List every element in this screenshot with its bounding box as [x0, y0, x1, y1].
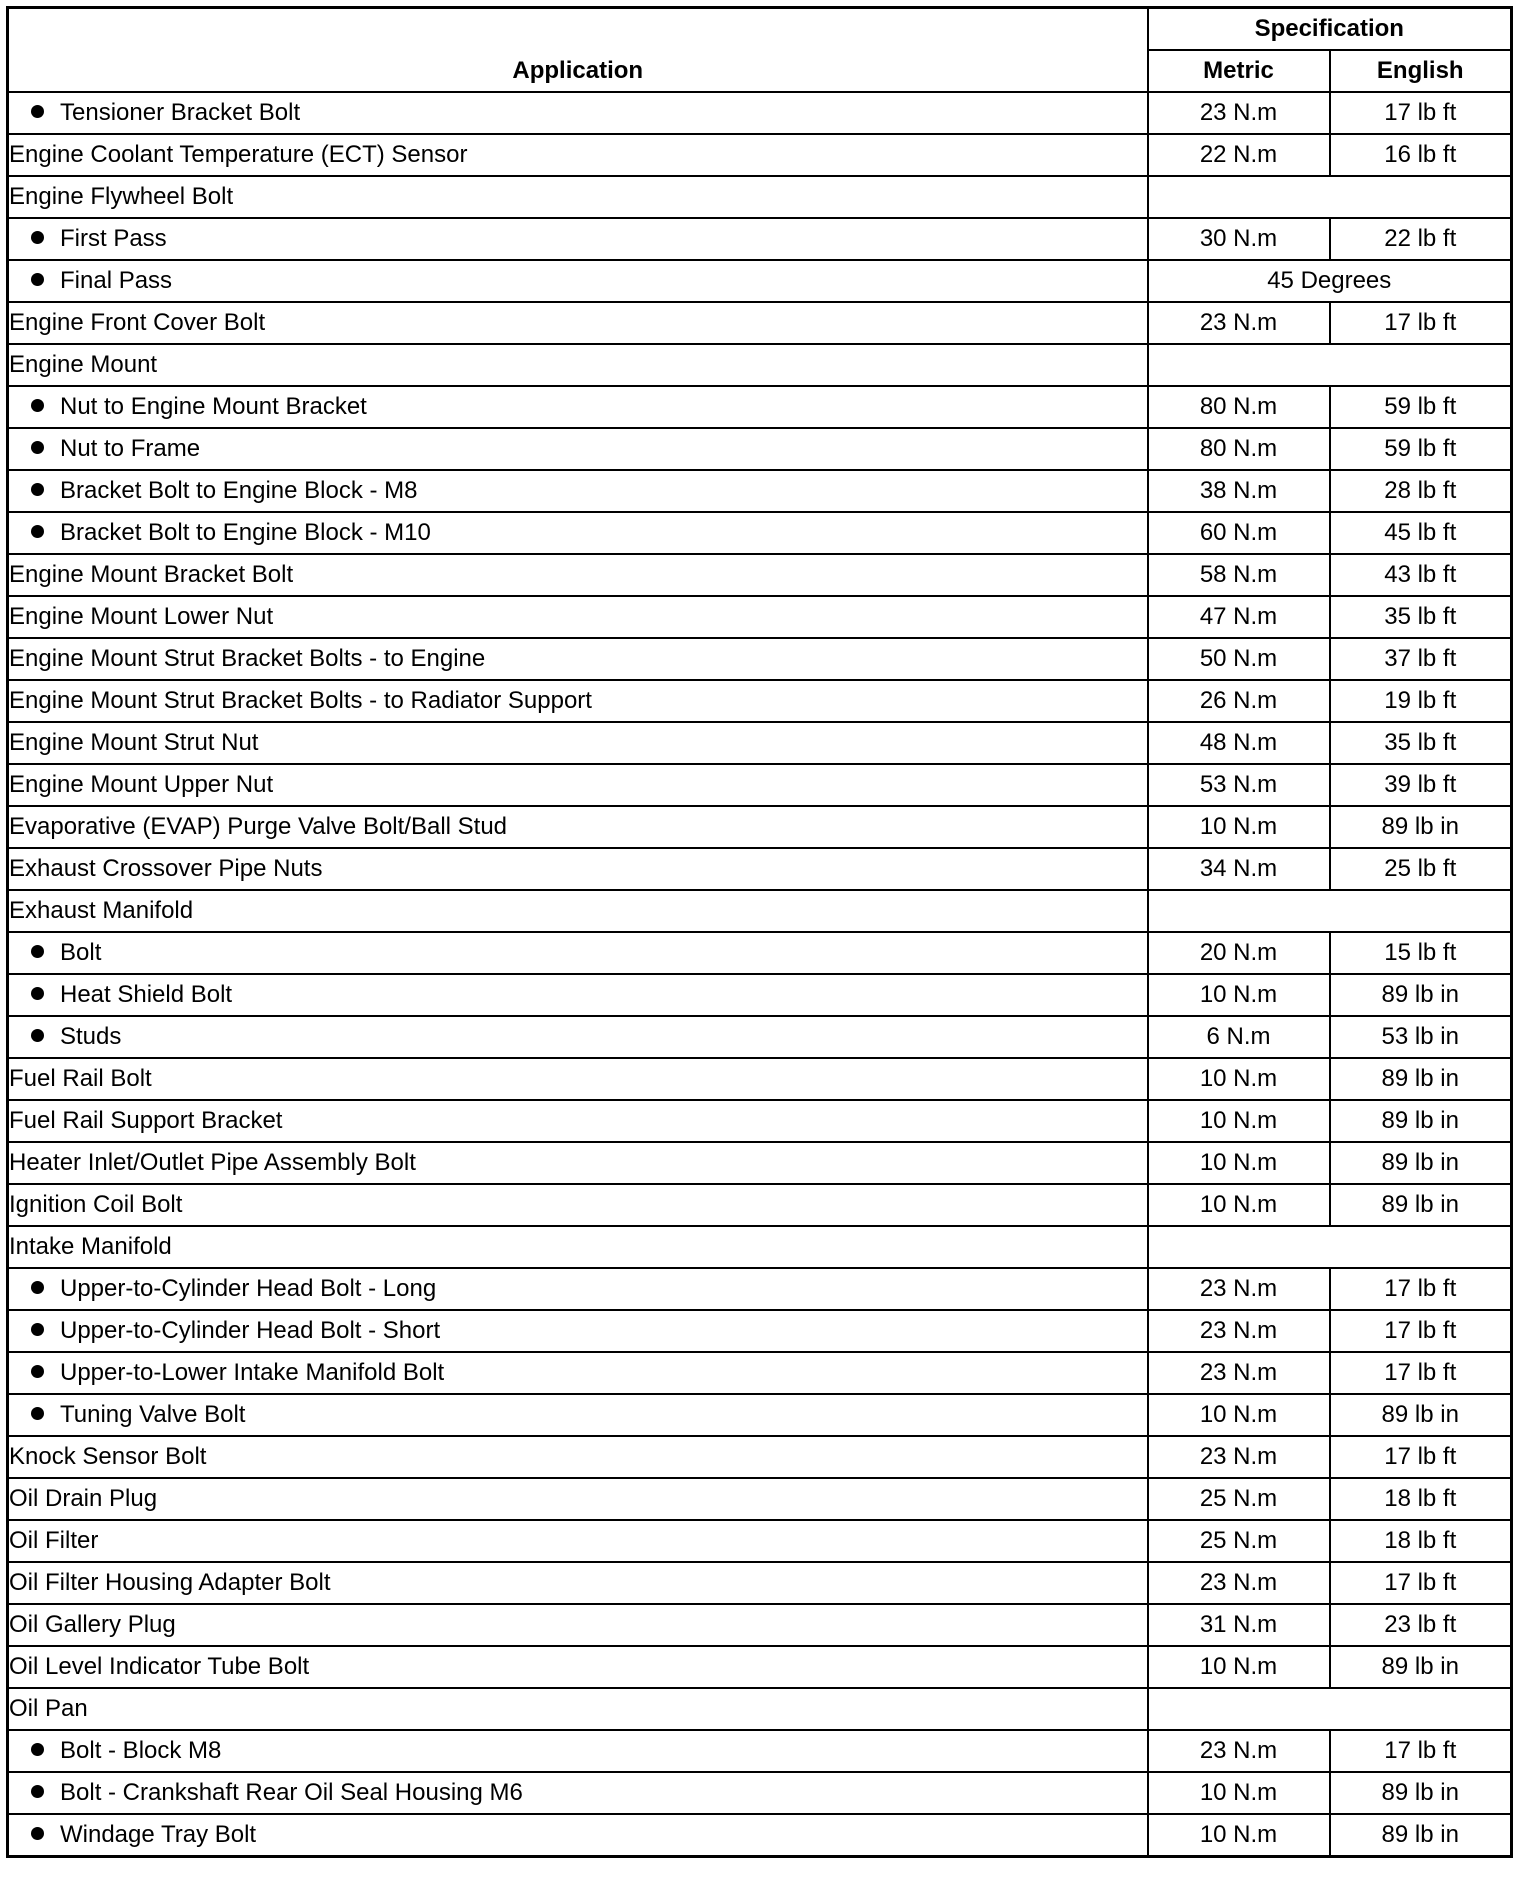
application-label: Engine Mount: [9, 351, 158, 378]
table-row: [8, 1142, 1512, 1184]
application-cell: [8, 1100, 1148, 1142]
spec-sheet: [6, 6, 1510, 1858]
application-cell: [8, 1142, 1148, 1184]
table-row: [8, 260, 1512, 302]
table-row: [8, 470, 1512, 512]
application-cell: [8, 554, 1148, 596]
english-value-cell: 18 lb ft: [1330, 1520, 1512, 1562]
application-cell: [8, 932, 1148, 974]
table-row: [8, 1394, 1512, 1436]
application-label: Bracket Bolt to Engine Block - M8: [60, 477, 418, 504]
application-label: Oil Pan: [9, 1695, 88, 1722]
application-label: Upper-to-Lower Intake Manifold Bolt: [60, 1359, 445, 1386]
application-cell: [8, 218, 1148, 260]
bullet-icon: [31, 1743, 44, 1756]
english-value-cell: 89 lb in: [1330, 1646, 1512, 1688]
application-label: Engine Mount Strut Bracket Bolts - to Radiator Support: [9, 687, 592, 714]
application-cell: [8, 1394, 1148, 1436]
application-label: Fuel Rail Support Bracket: [9, 1107, 283, 1134]
application-cell: [8, 386, 1148, 428]
bullet-icon: [31, 945, 44, 958]
metric-value-cell: 23 N.m: [1148, 302, 1330, 344]
english-value-cell: 45 lb ft: [1330, 512, 1512, 554]
table-row: [8, 1814, 1512, 1857]
empty-spec-cell: [1148, 890, 1512, 932]
english-value-cell: 15 lb ft: [1330, 932, 1512, 974]
table-row: [8, 134, 1512, 176]
metric-value-cell: 23 N.m: [1148, 1562, 1330, 1604]
application-label: Tuning Valve Bolt: [60, 1401, 246, 1428]
bullet-icon: [31, 273, 44, 286]
table-row: [8, 1058, 1512, 1100]
application-label: Knock Sensor Bolt: [9, 1443, 207, 1470]
table-row: [8, 596, 1512, 638]
english-value-cell: 22 lb ft: [1330, 218, 1512, 260]
application-label: Engine Mount Strut Bracket Bolts - to Engine: [9, 645, 486, 672]
table-row: [8, 638, 1512, 680]
metric-value-cell: 10 N.m: [1148, 974, 1330, 1016]
application-label: Bolt - Crankshaft Rear Oil Seal Housing M6: [60, 1779, 523, 1806]
table-row: [8, 890, 1512, 932]
application-label: Bracket Bolt to Engine Block - M10: [60, 519, 431, 546]
table-row: [8, 932, 1512, 974]
table-row: [8, 1562, 1512, 1604]
table-row: [8, 1730, 1512, 1772]
column-header-metric: Metric: [1148, 50, 1330, 92]
bullet-icon: [31, 1407, 44, 1420]
english-value-cell: 35 lb ft: [1330, 596, 1512, 638]
metric-value-cell: 10 N.m: [1148, 1772, 1330, 1814]
application-cell: [8, 260, 1148, 302]
english-value-cell: 17 lb ft: [1330, 1352, 1512, 1394]
application-cell: [8, 806, 1148, 848]
english-value-cell: 17 lb ft: [1330, 1562, 1512, 1604]
application-label: Ignition Coil Bolt: [9, 1191, 183, 1218]
metric-value-cell: 23 N.m: [1148, 1268, 1330, 1310]
application-label: Exhaust Manifold: [9, 897, 194, 924]
application-label: Exhaust Crossover Pipe Nuts: [9, 855, 323, 882]
english-value-cell: 53 lb in: [1330, 1016, 1512, 1058]
table-row: [8, 1478, 1512, 1520]
table-row: [8, 302, 1512, 344]
table-row: [8, 1646, 1512, 1688]
metric-value-cell: 10 N.m: [1148, 1058, 1330, 1100]
application-cell: [8, 1604, 1148, 1646]
english-value-cell: 59 lb ft: [1330, 428, 1512, 470]
application-cell: [8, 92, 1148, 134]
metric-value-cell: 80 N.m: [1148, 428, 1330, 470]
application-label: Engine Mount Upper Nut: [9, 771, 274, 798]
application-label: Oil Filter Housing Adapter Bolt: [9, 1569, 331, 1596]
application-label: Nut to Frame: [60, 435, 201, 462]
table-row: [8, 176, 1512, 218]
application-cell: [8, 1562, 1148, 1604]
table-row: [8, 1436, 1512, 1478]
english-value-cell: 17 lb ft: [1330, 1268, 1512, 1310]
application-cell: [8, 1226, 1148, 1268]
application-cell: [8, 764, 1148, 806]
bullet-icon: [31, 105, 44, 118]
application-cell: [8, 974, 1148, 1016]
table-body: [8, 92, 1512, 1857]
table-row: [8, 1184, 1512, 1226]
english-value-cell: 89 lb in: [1330, 806, 1512, 848]
table-row: [8, 554, 1512, 596]
metric-value-cell: 25 N.m: [1148, 1520, 1330, 1562]
bullet-icon: [31, 987, 44, 1000]
english-value-cell: 35 lb ft: [1330, 722, 1512, 764]
english-value-cell: 17 lb ft: [1330, 92, 1512, 134]
bullet-icon: [31, 1785, 44, 1798]
application-cell: [8, 344, 1148, 386]
bullet-icon: [31, 483, 44, 496]
table-row: [8, 512, 1512, 554]
column-header-specification: Specification: [1148, 8, 1512, 51]
table-row: [8, 344, 1512, 386]
application-cell: [8, 1478, 1148, 1520]
application-cell: [8, 848, 1148, 890]
application-label: Bolt - Block M8: [60, 1737, 222, 1764]
application-label: Final Pass: [60, 267, 173, 294]
metric-value-cell: 23 N.m: [1148, 1436, 1330, 1478]
application-cell: [8, 134, 1148, 176]
table-row: [8, 1226, 1512, 1268]
application-cell: [8, 1058, 1148, 1100]
table-row: [8, 428, 1512, 470]
application-label: Engine Front Cover Bolt: [9, 309, 266, 336]
application-label: Upper-to-Cylinder Head Bolt - Long: [60, 1275, 437, 1302]
application-label: Engine Mount Bracket Bolt: [9, 561, 294, 588]
application-cell: [8, 1436, 1148, 1478]
empty-spec-cell: [1148, 1688, 1512, 1730]
application-cell: [8, 1814, 1148, 1857]
table-row: [8, 680, 1512, 722]
table-row: [8, 1772, 1512, 1814]
metric-value-cell: 20 N.m: [1148, 932, 1330, 974]
application-cell: [8, 722, 1148, 764]
table-row: [8, 1100, 1512, 1142]
metric-value-cell: 10 N.m: [1148, 1100, 1330, 1142]
english-value-cell: 16 lb ft: [1330, 134, 1512, 176]
table-row: [8, 848, 1512, 890]
application-cell: [8, 470, 1148, 512]
application-label: Upper-to-Cylinder Head Bolt - Short: [60, 1317, 441, 1344]
metric-value-cell: 23 N.m: [1148, 92, 1330, 134]
bullet-icon: [31, 1323, 44, 1336]
metric-value-cell: 38 N.m: [1148, 470, 1330, 512]
english-value-cell: 89 lb in: [1330, 1394, 1512, 1436]
table-row: [8, 386, 1512, 428]
empty-spec-cell: [1148, 344, 1512, 386]
application-label: Oil Level Indicator Tube Bolt: [9, 1653, 310, 1680]
empty-spec-cell: [1148, 176, 1512, 218]
application-cell: [8, 1310, 1148, 1352]
application-label: Heat Shield Bolt: [60, 981, 233, 1008]
application-cell: [8, 638, 1148, 680]
metric-value-cell: 10 N.m: [1148, 1394, 1330, 1436]
application-cell: [8, 1352, 1148, 1394]
english-value-cell: 17 lb ft: [1330, 1730, 1512, 1772]
application-label: Engine Flywheel Bolt: [9, 183, 234, 210]
table-row: [8, 92, 1512, 134]
metric-value-cell: 10 N.m: [1148, 1646, 1330, 1688]
table-row: [8, 1520, 1512, 1562]
application-label: Intake Manifold: [9, 1233, 172, 1260]
table-row: [8, 1268, 1512, 1310]
english-value-cell: 25 lb ft: [1330, 848, 1512, 890]
application-cell: [8, 1016, 1148, 1058]
table-row: [8, 218, 1512, 260]
english-value-cell: 28 lb ft: [1330, 470, 1512, 512]
english-value-cell: 18 lb ft: [1330, 1478, 1512, 1520]
table-header: [8, 8, 1512, 93]
application-cell: [8, 1730, 1148, 1772]
application-cell: [8, 428, 1148, 470]
spec-value-cell: 45 Degrees: [1148, 260, 1512, 302]
application-cell: [8, 680, 1148, 722]
english-value-cell: 43 lb ft: [1330, 554, 1512, 596]
english-value-cell: 59 lb ft: [1330, 386, 1512, 428]
table-row: [8, 764, 1512, 806]
column-header-english: English: [1330, 50, 1512, 92]
table-row: [8, 806, 1512, 848]
english-value-cell: 17 lb ft: [1330, 1310, 1512, 1352]
english-value-cell: 89 lb in: [1330, 1058, 1512, 1100]
bullet-icon: [31, 1281, 44, 1294]
metric-value-cell: 10 N.m: [1148, 1184, 1330, 1226]
application-cell: [8, 1772, 1148, 1814]
metric-value-cell: 53 N.m: [1148, 764, 1330, 806]
table-row: [8, 1310, 1512, 1352]
application-label: Oil Filter: [9, 1527, 99, 1554]
application-cell: [8, 1268, 1148, 1310]
application-label: Tensioner Bracket Bolt: [60, 99, 301, 126]
metric-value-cell: 10 N.m: [1148, 1142, 1330, 1184]
application-label: First Pass: [60, 225, 167, 252]
metric-value-cell: 23 N.m: [1148, 1310, 1330, 1352]
application-cell: [8, 1688, 1148, 1730]
english-value-cell: 89 lb in: [1330, 1814, 1512, 1857]
table-row: [8, 974, 1512, 1016]
table-row: [8, 1688, 1512, 1730]
english-value-cell: 89 lb in: [1330, 1142, 1512, 1184]
metric-value-cell: 58 N.m: [1148, 554, 1330, 596]
metric-value-cell: 80 N.m: [1148, 386, 1330, 428]
english-value-cell: 89 lb in: [1330, 1184, 1512, 1226]
bullet-icon: [31, 399, 44, 412]
fastener-spec-table: [6, 6, 1513, 1858]
english-value-cell: 89 lb in: [1330, 1772, 1512, 1814]
application-label: Engine Mount Lower Nut: [9, 603, 274, 630]
metric-value-cell: 6 N.m: [1148, 1016, 1330, 1058]
metric-value-cell: 10 N.m: [1148, 806, 1330, 848]
english-value-cell: 37 lb ft: [1330, 638, 1512, 680]
application-cell: [8, 1646, 1148, 1688]
application-label: Oil Drain Plug: [9, 1485, 158, 1512]
table-row: [8, 1352, 1512, 1394]
metric-value-cell: 48 N.m: [1148, 722, 1330, 764]
bullet-icon: [31, 1365, 44, 1378]
application-label: Oil Gallery Plug: [9, 1611, 176, 1638]
application-label: Engine Mount Strut Nut: [9, 729, 259, 756]
english-value-cell: 89 lb in: [1330, 1100, 1512, 1142]
metric-value-cell: 10 N.m: [1148, 1814, 1330, 1857]
metric-value-cell: 25 N.m: [1148, 1478, 1330, 1520]
application-cell: [8, 1184, 1148, 1226]
application-label: Engine Coolant Temperature (ECT) Sensor: [9, 141, 468, 168]
application-cell: [8, 890, 1148, 932]
application-cell: [8, 596, 1148, 638]
english-value-cell: 39 lb ft: [1330, 764, 1512, 806]
table-row: [8, 722, 1512, 764]
english-value-cell: 17 lb ft: [1330, 1436, 1512, 1478]
empty-spec-cell: [1148, 1226, 1512, 1268]
bullet-icon: [31, 231, 44, 244]
application-label: Bolt: [60, 939, 102, 966]
metric-value-cell: 22 N.m: [1148, 134, 1330, 176]
english-value-cell: 17 lb ft: [1330, 302, 1512, 344]
application-label: Evaporative (EVAP) Purge Valve Bolt/Ball Stud: [9, 813, 508, 840]
bullet-icon: [31, 525, 44, 538]
metric-value-cell: 47 N.m: [1148, 596, 1330, 638]
bullet-icon: [31, 1827, 44, 1840]
application-cell: [8, 302, 1148, 344]
bullet-icon: [31, 1029, 44, 1042]
application-label: Fuel Rail Bolt: [9, 1065, 152, 1092]
application-cell: [8, 176, 1148, 218]
application-label: Windage Tray Bolt: [60, 1821, 257, 1848]
english-value-cell: 19 lb ft: [1330, 680, 1512, 722]
metric-value-cell: 23 N.m: [1148, 1352, 1330, 1394]
metric-value-cell: 34 N.m: [1148, 848, 1330, 890]
metric-value-cell: 50 N.m: [1148, 638, 1330, 680]
metric-value-cell: 31 N.m: [1148, 1604, 1330, 1646]
metric-value-cell: 23 N.m: [1148, 1730, 1330, 1772]
english-value-cell: 89 lb in: [1330, 974, 1512, 1016]
application-label: Studs: [60, 1023, 122, 1050]
table-row: [8, 1604, 1512, 1646]
metric-value-cell: 30 N.m: [1148, 218, 1330, 260]
application-cell: [8, 1520, 1148, 1562]
column-header-application: Application: [8, 8, 1148, 93]
metric-value-cell: 60 N.m: [1148, 512, 1330, 554]
metric-value-cell: 26 N.m: [1148, 680, 1330, 722]
table-row: [8, 1016, 1512, 1058]
application-label: Heater Inlet/Outlet Pipe Assembly Bolt: [9, 1149, 416, 1176]
english-value-cell: 23 lb ft: [1330, 1604, 1512, 1646]
bullet-icon: [31, 441, 44, 454]
application-label: Nut to Engine Mount Bracket: [60, 393, 367, 420]
application-cell: [8, 512, 1148, 554]
